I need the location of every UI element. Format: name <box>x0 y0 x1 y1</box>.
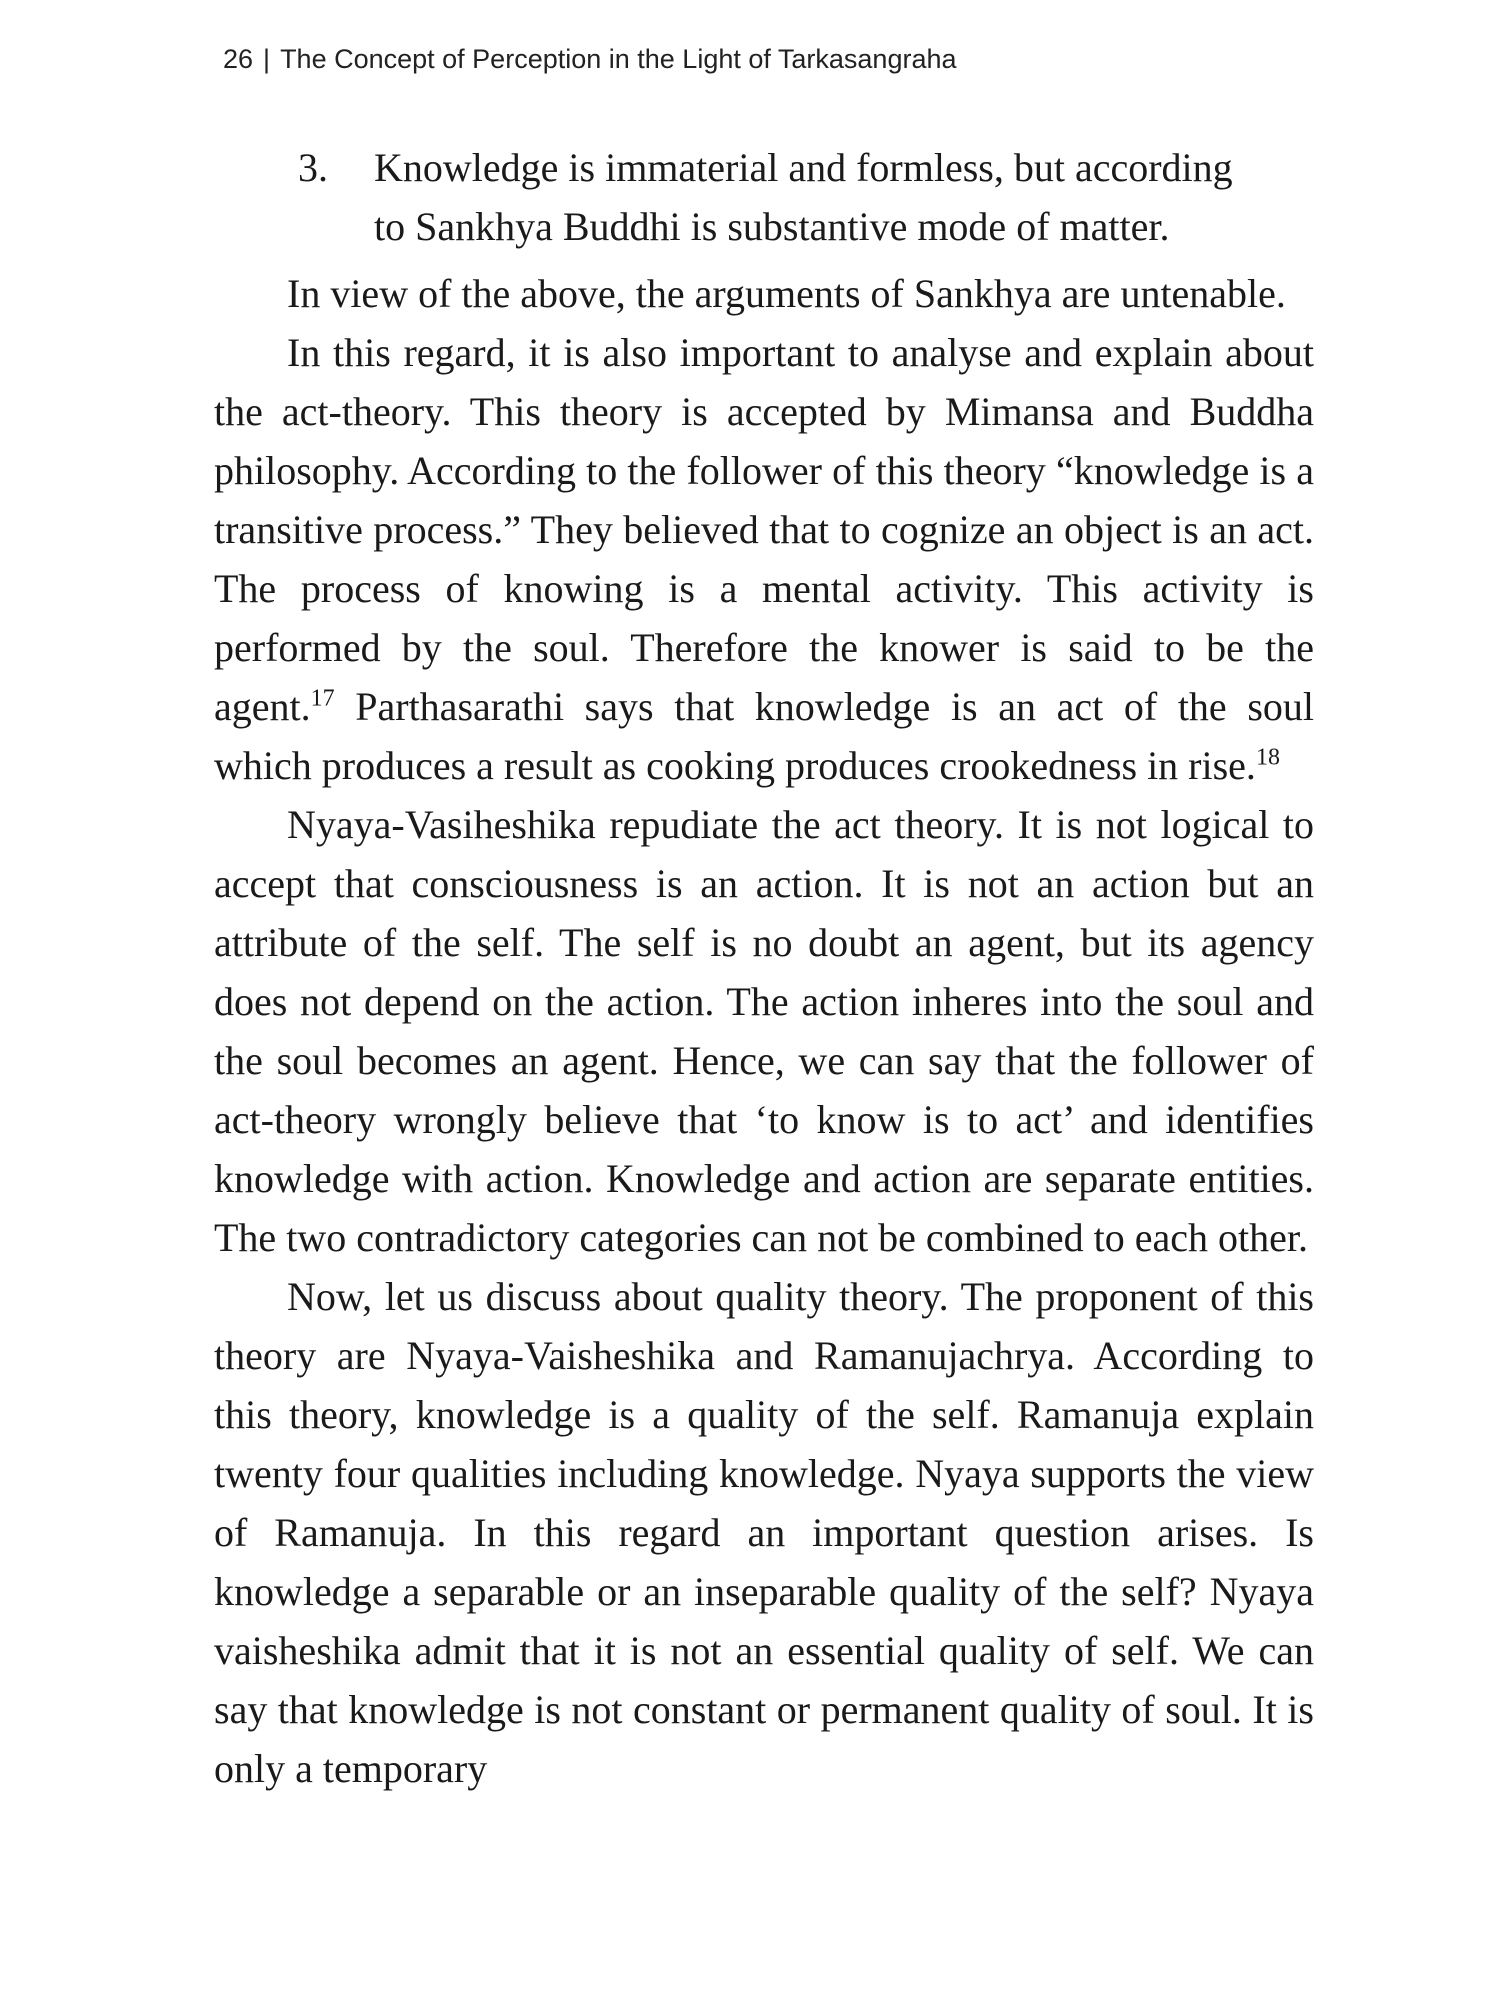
running-head <box>223 44 957 75</box>
paragraph-1: In view of the above, the arguments of Sankhya are untenable. <box>287 271 1286 316</box>
paragraph-2-part-a: In this regard, it is also important to analyse and explain about the act-theory. This theory is accepted by Mimansa and Buddha philosophy. According to the follower of this theory “knowledge is a transitive process.” They believed that to cognize an object is an act. The process of knowing is a mental activity. This activity is performed by the soul. Therefore the knower is said to be the agent. <box>214 330 1314 729</box>
paragraph-4: Now, let us discuss about quality theory. The proponent of this theory are Nyaya-Vaisheshika and Ramanujachrya. According to this theory, knowledge is a quality of the self. Ramanuja explain twenty four qualities including knowledge. Nyaya supports the view of Ramanuja. In this regard an important question arises. Is knowledge a separable or an inseparable quality of the self? Nyaya vaisheshika admit that it is not an essential quality of self. We can say that knowledge is not constant or permanent quality of soul. It is only a temporary <box>214 1274 1314 1791</box>
page-number: 26 <box>223 44 254 74</box>
paragraph-3: Nyaya-Vasiheshika repudiate the act theory. It is not logical to accept that consciousness is an action. It is not an action but an attribute of the self. The self is no doubt an agent, but its agency does not depend on the action. The action inheres into the soul and the soul becomes an agent. Hence, we can say that the follower of act-theory wrongly believe that ‘to know is to act’ and identifies knowledge with action. Knowledge and action are separate entities. The two contradictory categories can not be combined to each other. <box>214 802 1314 1260</box>
list-item-line-1: Knowledge is immaterial and formless, but according <box>374 145 1233 190</box>
paragraph-2-part-b: Parthasarathi says that knowledge is an act of the soul which produces a result as cooking produces crookedness in rise. <box>214 684 1314 788</box>
list-item-line-2: to Sankhya Buddhi is substantive mode of matter. <box>374 204 1170 249</box>
body-text <box>214 138 1314 1798</box>
list-item-number: 3. <box>298 145 328 190</box>
book-title: The Concept of Perception in the Light of Tarkasangraha <box>280 44 957 74</box>
footnote-ref-18: 18 <box>1255 744 1280 771</box>
paragraph-2 <box>214 323 1314 795</box>
list-item-3 <box>214 138 1314 256</box>
footnote-ref-17: 17 <box>310 685 335 712</box>
header-separator: | <box>263 44 271 74</box>
